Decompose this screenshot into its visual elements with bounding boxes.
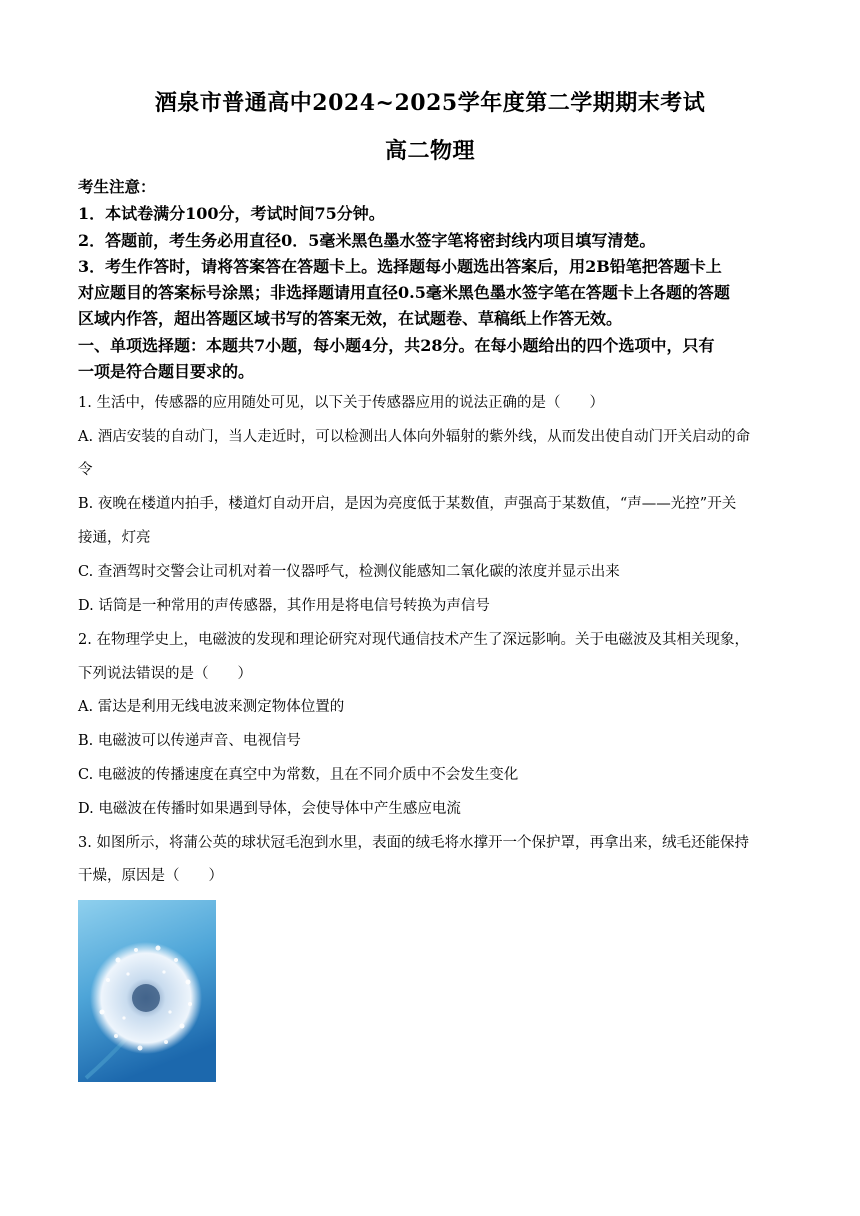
question-2-stem-cont: 下列说法错误的是（ ） [78,666,252,682]
question-1-option-a: A. 酒店安装的自动门，当人走近时，可以检测出人体向外辐射的紫外线，从而发出使自动门开关启动的命 [78,429,751,445]
question-1-stem: 1. 生活中，传感器的应用随处可见，以下关于传感器应用的说法正确的是（ ） [78,395,604,411]
section-heading-cont: 一项是符合题目要求的。 [78,362,255,381]
dandelion-photo [78,900,216,1082]
notice-item-3-cont2: 区域内作答，超出答题区域书写的答案无效，在试题卷、草稿纸上作答无效。 [78,309,623,328]
question-2-stem: 2. 在物理学史上，电磁波的发现和理论研究对现代通信技术产生了深远影响。关于电磁波及其相关现象， [78,632,749,648]
notice-item-2: 2．答题前，考生务必用直径0．5毫米黑色墨水签字笔将密封线内项目填写清楚。 [78,231,656,250]
notice-item-3-cont: 对应题目的答案标号涂黑；非选择题请用直径0.5毫米黑色墨水签字笔在答题卡上各题的答题 [78,283,730,302]
notice-item-1: 1．本试卷满分100分，考试时间75分钟。 [78,204,385,223]
notice-heading: 考生注意： [78,177,156,196]
notice-item-3: 3．考生作答时，请将答案答在答题卡上。选择题每小题选出答案后，用2B铅笔把答题卡上 [78,257,722,276]
question-1-option-a-cont: 令 [78,462,93,478]
question-2-option-c: C. 电磁波的传播速度在真空中为常数，且在不同介质中不会发生变化 [78,767,519,783]
question-2-option-b: B. 电磁波可以传递声音、电视信号 [78,733,301,749]
question-2-option-a: A. 雷达是利用无线电波来测定物体位置的 [78,699,345,715]
exam-subject: 高二物理 [384,138,475,164]
question-1-option-c: C. 查酒驾时交警会让司机对着一仪器呼气，检测仪能感知二氧化碳的浓度并显示出来 [78,564,620,580]
question-3-stem-cont: 干燥，原因是（ ） [78,868,223,884]
question-1-option-d: D. 话筒是一种常用的声传感器，其作用是将电信号转换为声信号 [78,598,490,614]
exam-title: 酒泉市普通高中2024~2025学年度第二学期期末考试 [154,90,706,116]
question-1-option-b-cont: 接通，灯亮 [78,530,151,546]
question-3-stem: 3. 如图所示，将蒲公英的球状冠毛泡到水里，表面的绒毛将水撑开一个保护罩，再拿出来，绒毛还能保持 [78,835,749,851]
section-heading: 一、单项选择题：本题共7小题，每小题4分，共28分。在每小题给出的四个选项中，只有 [78,336,715,355]
question-2-option-d: D. 电磁波在传播时如果遇到导体，会使导体中产生感应电流 [78,801,461,817]
question-1-option-b: B. 夜晚在楼道内拍手，楼道灯自动开启，是因为亮度低于某数值，声强高于某数值，“声——光控”开关 [78,496,737,512]
